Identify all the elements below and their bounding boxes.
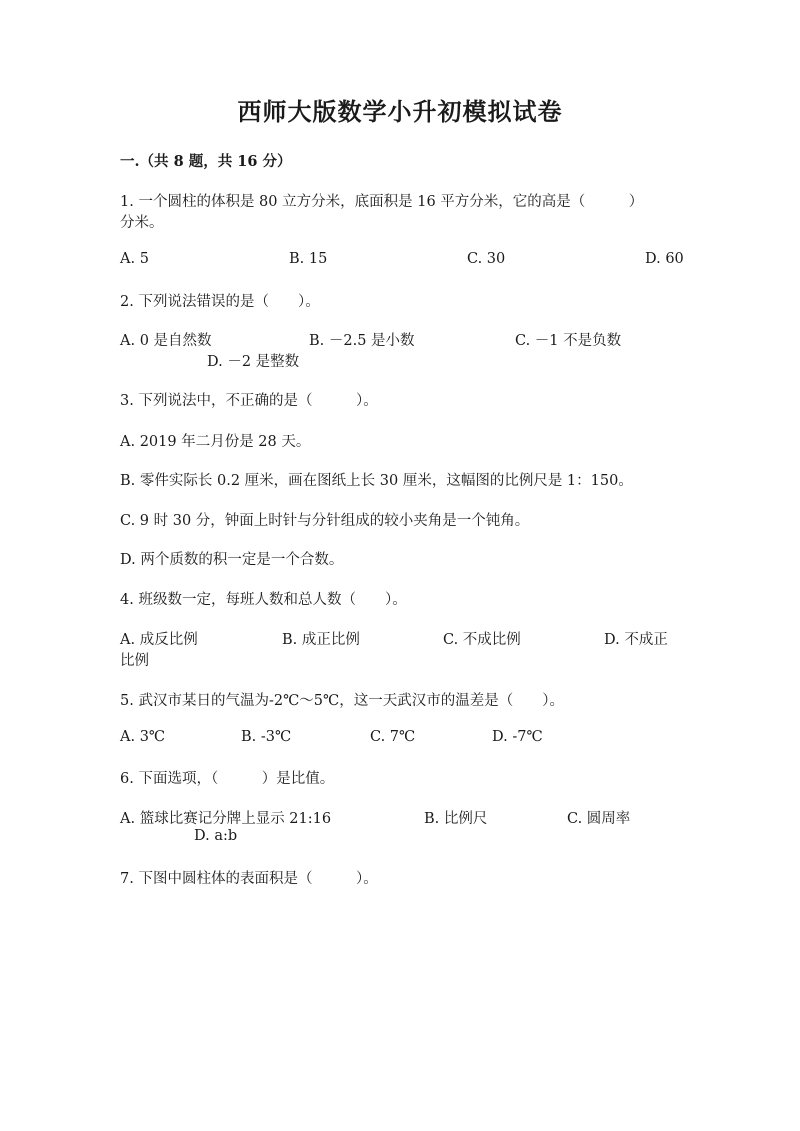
question-3-option-a: A. 2019 年二月份是 28 天。	[120, 434, 311, 450]
question-4-option-b: B. 成正比例	[282, 632, 360, 648]
question-1-option-d: D. 60	[645, 251, 684, 267]
question-6-option-a: A. 篮球比赛记分牌上显示 21:16	[120, 811, 332, 827]
question-3-text: 3. 下列说法中，不正确的是（ ）。	[120, 393, 378, 409]
question-5-option-b: B. -3℃	[241, 729, 292, 745]
question-1-option-a: A. 5	[120, 251, 149, 267]
question-3-option-c: C. 9 时 30 分，钟面上时针与分针组成的较小夹角是一个钝角。	[120, 513, 530, 529]
question-2-option-b: B. －2.5 是小数	[309, 333, 415, 349]
question-3-option-b: B. 零件实际长 0.2 厘米，画在图纸上长 30 厘米，这幅图的比例尺是 1：150。	[120, 473, 633, 489]
question-1-option-c: C. 30	[467, 251, 506, 267]
question-3-option-d: D. 两个质数的积一定是一个合数。	[120, 552, 344, 568]
question-2-option-d: D. －2 是整数	[207, 354, 300, 370]
question-2-option-a: A. 0 是自然数	[120, 333, 212, 349]
question-1-text-cont: 分米。	[120, 215, 164, 231]
question-6-option-b: B. 比例尺	[424, 811, 488, 827]
question-6-option-c: C. 圆周率	[567, 811, 631, 827]
question-6-option-d: D. a:b	[194, 828, 238, 844]
question-6-text: 6. 下面选项，（ ）是比值。	[120, 771, 335, 787]
question-7-text: 7. 下图中圆柱体的表面积是（ ）。	[120, 871, 378, 887]
question-5-option-d: D. -7℃	[492, 729, 543, 745]
question-4-option-a: A. 成反比例	[120, 632, 198, 648]
section-heading: 一.（共 8 题，共 16 分）	[120, 153, 292, 170]
question-5-option-a: A. 3℃	[120, 729, 166, 745]
question-5-option-c: C. 7℃	[370, 729, 416, 745]
question-4-option-d-wrap: 比例	[120, 653, 149, 669]
question-4-option-c: C. 不成比例	[443, 632, 521, 648]
question-2-option-c: C. －1 不是负数	[515, 333, 622, 349]
question-1-text: 1. 一个圆柱的体积是 80 立方分米，底面积是 16 平方分米，它的高是（ ）	[120, 194, 644, 210]
question-5-text: 5. 武汉市某日的气温为-2℃～5℃，这一天武汉市的温差是（ ）。	[120, 693, 564, 709]
question-4-option-d: D. 不成正	[604, 632, 668, 648]
question-1-option-b: B. 15	[289, 251, 328, 267]
page-title: 西师大版数学小升初模拟试卷	[237, 97, 563, 126]
question-4-text: 4. 班级数一定，每班人数和总人数（ ）。	[120, 592, 407, 608]
question-2-text: 2. 下列说法错误的是（ ）。	[120, 294, 320, 310]
